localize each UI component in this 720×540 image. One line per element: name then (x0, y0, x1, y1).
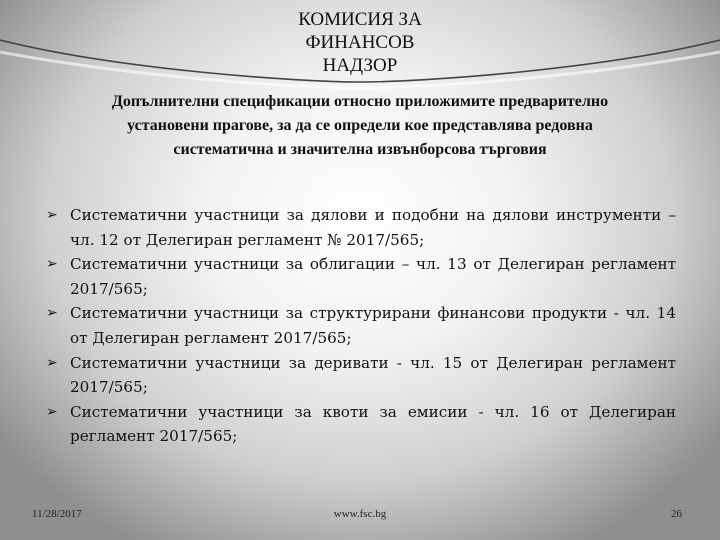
bullet-text: Систематични участници за дялови и подобни на дялови инструменти – чл. 12 от Делегиран регламент № 2017/565; (70, 206, 676, 249)
slide-subtitle (60, 90, 660, 162)
bullet-item (46, 301, 676, 350)
bullet-item (46, 203, 676, 252)
bullet-text: Систематични участници за облигации – чл. 13 от Делегиран регламент 2017/565; (70, 255, 676, 298)
footer-page-number: 26 (671, 508, 682, 520)
arrow-bullet-icon: ➢ (46, 207, 58, 223)
subtitle-line-3: систематична и значителна извънборсова търговия (173, 141, 547, 158)
bullet-text: Систематични участници за квоти за емисии - чл. 16 от Делегиран регламент 2017/565; (70, 402, 676, 446)
bullet-item (46, 351, 676, 400)
org-title-line-1: КОМИСИЯ ЗА (298, 9, 422, 30)
arrow-bullet-icon: ➢ (46, 305, 58, 322)
footer-website: www.fsc.bg (333, 508, 387, 520)
subtitle-line-1: Допълнителни спецификации относно приложимите предварително (111, 93, 609, 110)
bullet-list (46, 203, 676, 449)
arrow-bullet-icon: ➢ (46, 403, 58, 420)
organization-title (0, 8, 720, 77)
bullet-text: Систематични участници за структурирани финансови продукти - чл. 14 от Делегиран регламент 2017/565; (70, 304, 676, 347)
arrow-bullet-icon: ➢ (46, 354, 58, 371)
org-title-line-3: НАДЗОР (322, 55, 398, 76)
bullet-item (46, 400, 676, 449)
footer-date: 11/28/2017 (32, 508, 82, 520)
bullet-text: Систематични участници за деривати - чл. 15 от Делегиран регламент 2017/565; (70, 353, 676, 397)
arrow-bullet-icon: ➢ (46, 256, 58, 273)
org-title-line-2: ФИНАНСОВ (305, 32, 415, 53)
bullet-item (46, 252, 676, 301)
subtitle-line-2: установени прагове, за да се определи кое представлява редовна (127, 117, 593, 134)
